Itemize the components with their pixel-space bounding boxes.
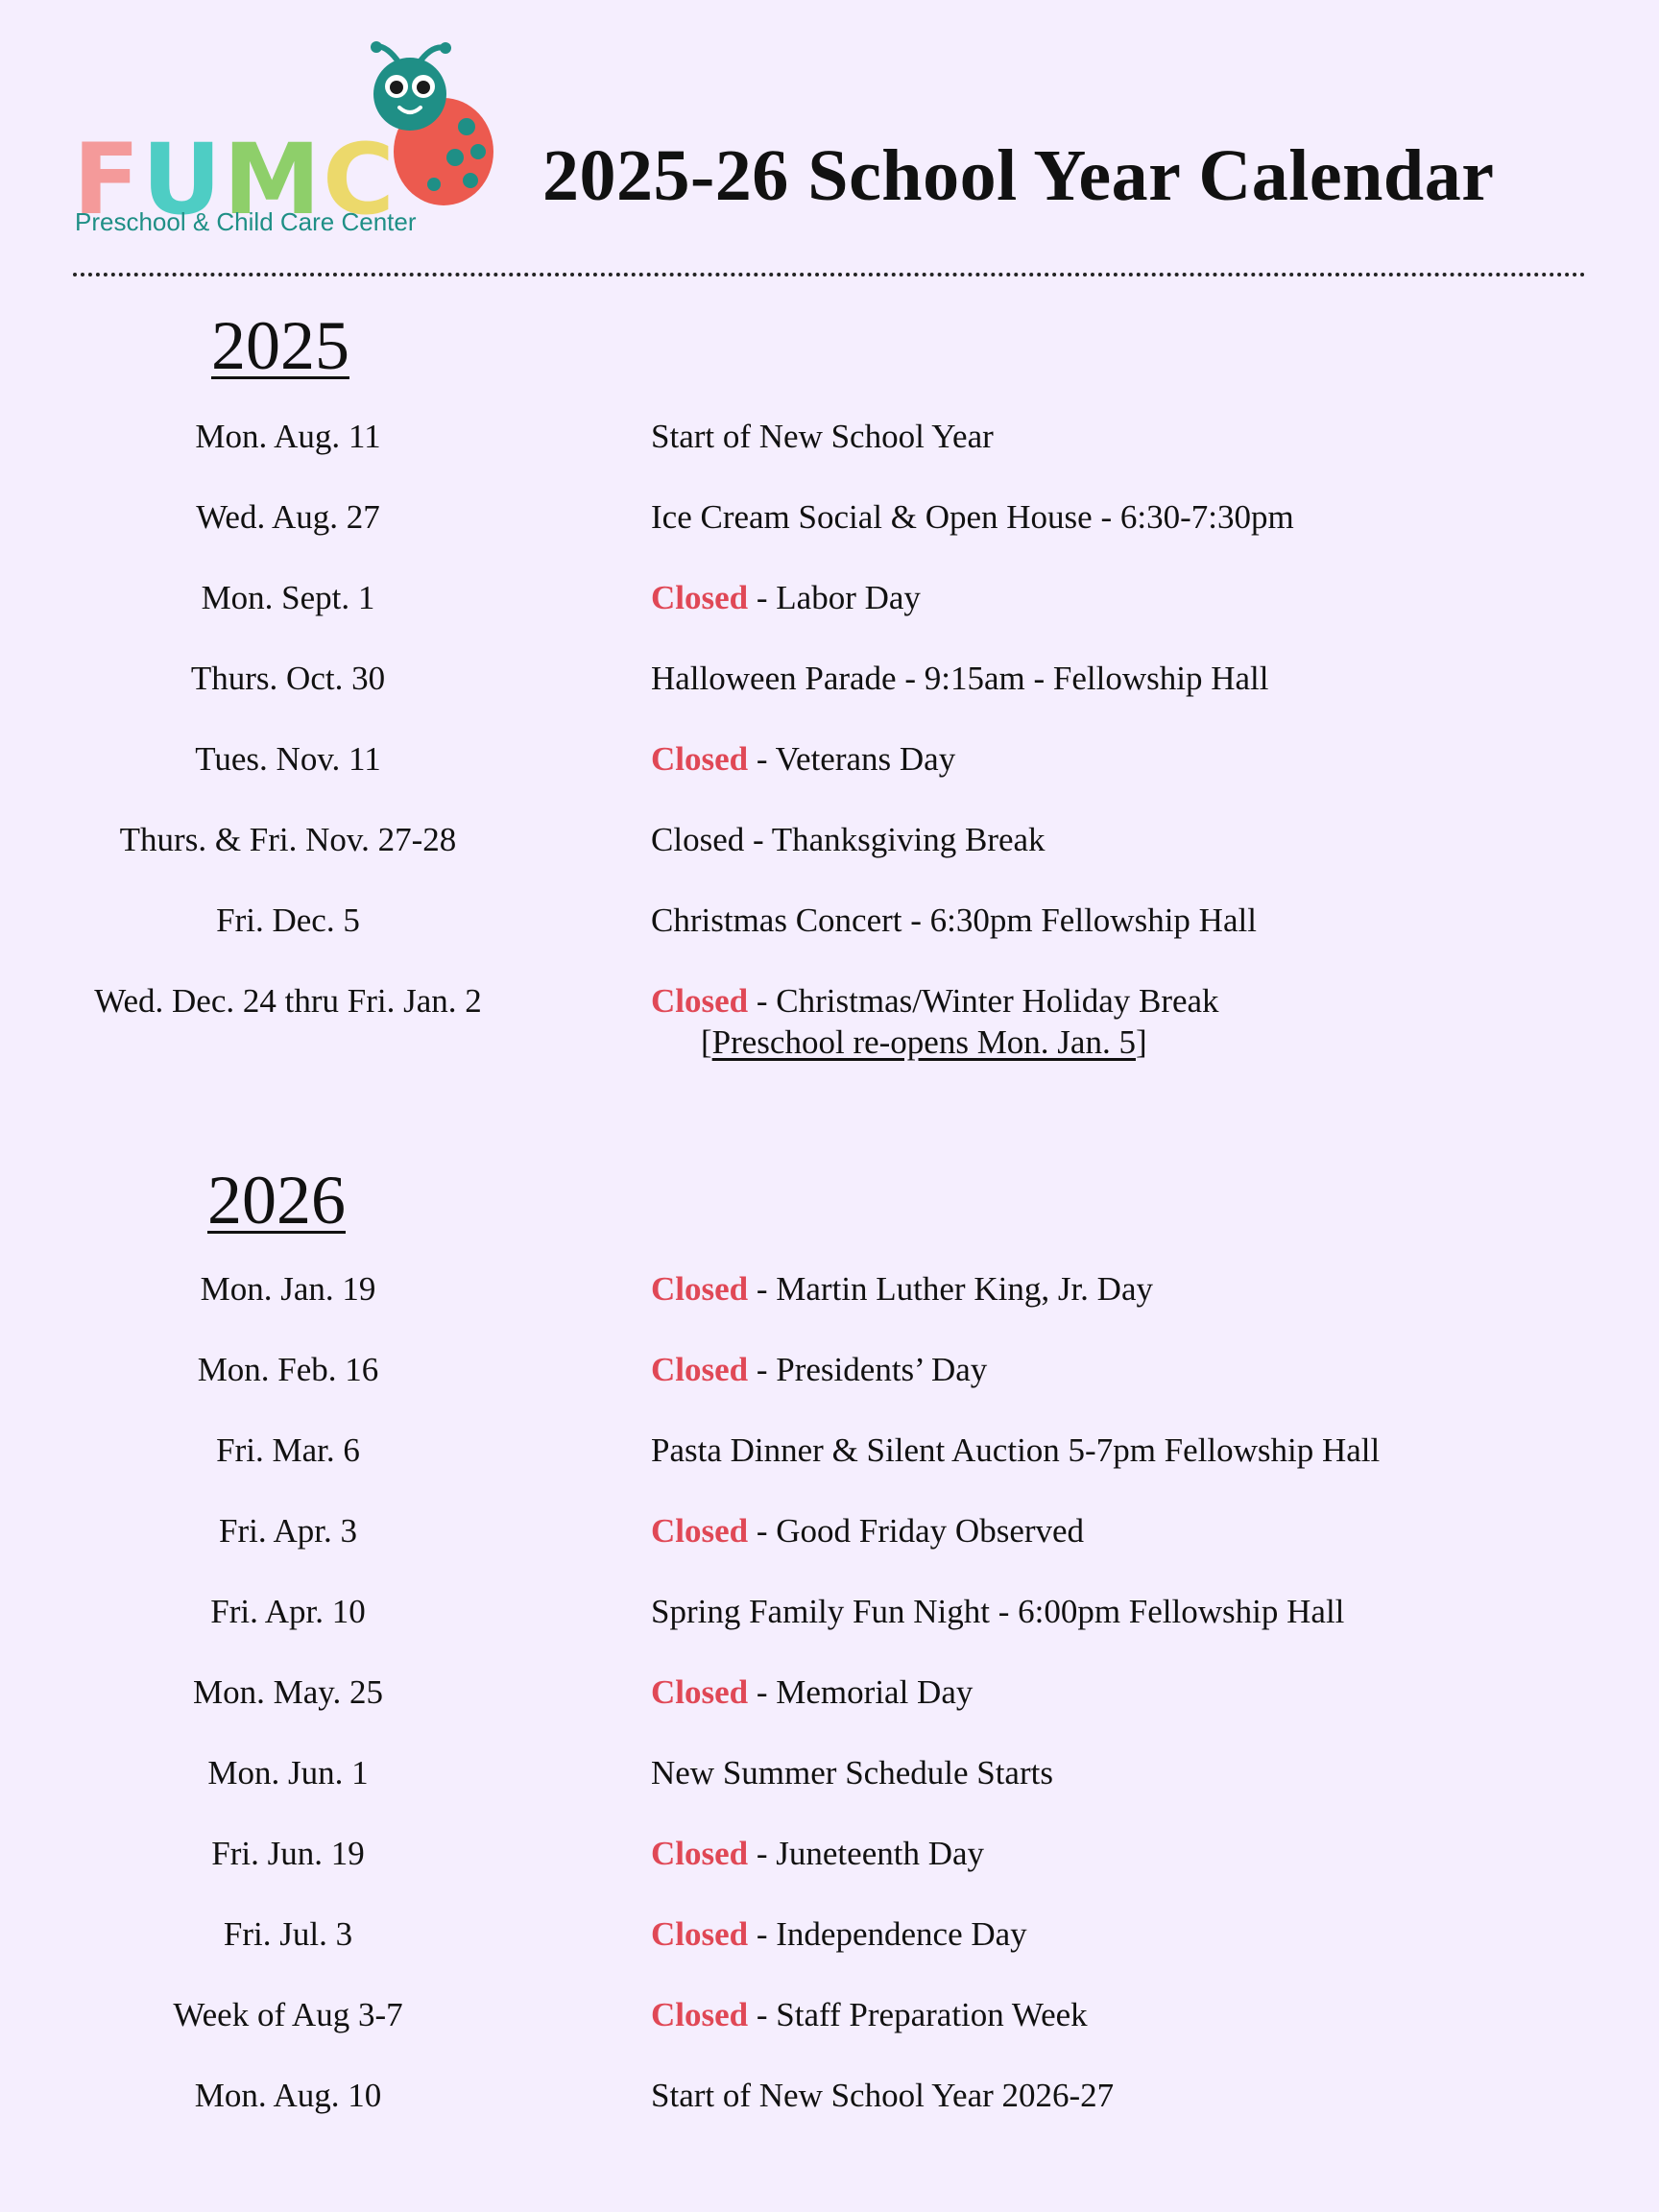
closed-label: Closed: [651, 1996, 749, 2033]
event-text: - Presidents’ Day: [748, 1351, 988, 1388]
event-description: [651, 1825, 984, 1883]
event-date: Fri. Jun. 19: [211, 1835, 365, 1872]
event-date: Mon. Aug. 10: [194, 2077, 382, 2114]
event-row: [0, 1664, 1659, 1721]
event-row: [0, 892, 1659, 950]
event-text: New Summer Schedule Starts: [651, 1754, 1053, 1791]
event-date: Mon. Jan. 19: [200, 1270, 376, 1308]
event-row: [0, 569, 1659, 627]
event-description: [651, 489, 1294, 546]
closed-label: Closed: [651, 1673, 749, 1711]
reopen-note: [Preschool re-opens Mon. Jan. 5]: [701, 1023, 1147, 1061]
page-title: 2025-26 School Year Calendar: [542, 135, 1495, 216]
event-date: Mon. Jun. 1: [207, 1754, 369, 1791]
event-description: [651, 1664, 973, 1721]
closed-label: Closed: [651, 579, 749, 616]
event-date: Fri. Jul. 3: [223, 1915, 353, 1953]
event-date: Mon. May. 25: [192, 1673, 383, 1711]
logo-letter-c: C: [323, 123, 397, 237]
reopen-note-text: Preschool re-opens Mon. Jan. 5: [711, 1023, 1136, 1061]
logo-letter-f: F: [73, 123, 142, 237]
event-date: Tues. Nov. 11: [195, 740, 381, 778]
event-description: [651, 731, 955, 788]
event-date: Fri. Dec. 5: [216, 902, 360, 939]
event-row: [0, 408, 1659, 466]
event-text: - Good Friday Observed: [748, 1512, 1085, 1550]
event-text: Christmas Concert - 6:30pm Fellowship Hall: [651, 902, 1257, 939]
event-text: - Independence Day: [748, 1915, 1027, 1953]
event-text: Pasta Dinner & Silent Auction 5-7pm Fellowship Hall: [651, 1431, 1381, 1469]
logo-letter-m: M: [223, 123, 324, 237]
event-description: [651, 408, 994, 466]
logo-subtitle: Preschool & Child Care Center: [75, 207, 417, 236]
event-date: Fri. Mar. 6: [216, 1431, 360, 1469]
closed-label: Closed: [651, 1835, 749, 1872]
event-row: [0, 1583, 1659, 1641]
event-description: [651, 1906, 1027, 1963]
logo-letter-u: U: [141, 123, 224, 237]
event-text: - Veterans Day: [748, 740, 956, 778]
event-text: Start of New School Year 2026-27: [651, 2077, 1115, 2114]
event-description: [651, 1261, 1153, 1318]
event-date: Fri. Apr. 10: [210, 1593, 366, 1630]
event-date: Wed. Aug. 27: [196, 498, 380, 536]
closed-label: Closed: [651, 740, 749, 778]
event-text: Start of New School Year: [651, 418, 994, 455]
event-description: [651, 1341, 987, 1399]
event-description: [651, 1422, 1380, 1479]
event-row: [0, 1261, 1659, 1318]
event-text: - Martin Luther King, Jr. Day: [748, 1270, 1153, 1308]
event-row: [0, 489, 1659, 546]
event-description: [651, 650, 1268, 708]
closed-label: Closed: [651, 1512, 749, 1550]
closed-label: Closed: [651, 1270, 749, 1308]
year-heading-2025: 2025: [211, 307, 349, 384]
event-row: [0, 650, 1659, 708]
event-description: [651, 569, 921, 627]
event-row: [0, 731, 1659, 788]
event-date: Fri. Apr. 3: [219, 1512, 357, 1550]
event-text: Halloween Parade - 9:15am - Fellowship Hall: [651, 660, 1269, 697]
event-row: [0, 1906, 1659, 1963]
event-description: [651, 1744, 1053, 1802]
event-row: [0, 1825, 1659, 1883]
closed-label: Closed: [651, 1351, 749, 1388]
event-row: [0, 1341, 1659, 1399]
event-description: [651, 1503, 1084, 1560]
closed-label: Closed: [651, 982, 749, 1020]
event-text: - Christmas/Winter Holiday Break: [748, 982, 1219, 1020]
closed-label: Closed: [651, 1915, 749, 1953]
logo: [69, 38, 434, 240]
event-row: [0, 1503, 1659, 1560]
event-description: [651, 892, 1257, 950]
event-date: Thurs. Oct. 30: [190, 660, 386, 697]
event-text: - Juneteenth Day: [748, 1835, 985, 1872]
event-date: Thurs. & Fri. Nov. 27-28: [119, 821, 457, 858]
event-date: Mon. Sept. 1: [201, 579, 375, 616]
event-row: [0, 811, 1659, 869]
divider: [73, 273, 1586, 276]
event-description: [651, 811, 1046, 869]
year-heading-2026: 2026: [207, 1162, 346, 1238]
event-text: Ice Cream Social & Open House - 6:30-7:30pm: [651, 498, 1294, 536]
event-text: - Labor Day: [748, 579, 921, 616]
event-description: [651, 1583, 1344, 1641]
event-text: Spring Family Fun Night - 6:00pm Fellowship Hall: [651, 1593, 1345, 1630]
event-date: Wed. Dec. 24 thru Fri. Jan. 2: [94, 982, 482, 1020]
event-date: Week of Aug 3-7: [173, 1996, 403, 2033]
event-row: [0, 1422, 1659, 1479]
event-date: Mon. Aug. 11: [195, 418, 381, 455]
event-row: [0, 1744, 1659, 1802]
event-date: Mon. Feb. 16: [197, 1351, 379, 1388]
event-description: [651, 2067, 1114, 2125]
event-row: [0, 1986, 1659, 2044]
event-text: - Staff Preparation Week: [748, 1996, 1088, 2033]
event-description: [651, 1986, 1088, 2044]
event-text: Closed - Thanksgiving Break: [651, 821, 1046, 858]
event-row: [0, 2067, 1659, 2125]
event-text: - Memorial Day: [748, 1673, 974, 1711]
